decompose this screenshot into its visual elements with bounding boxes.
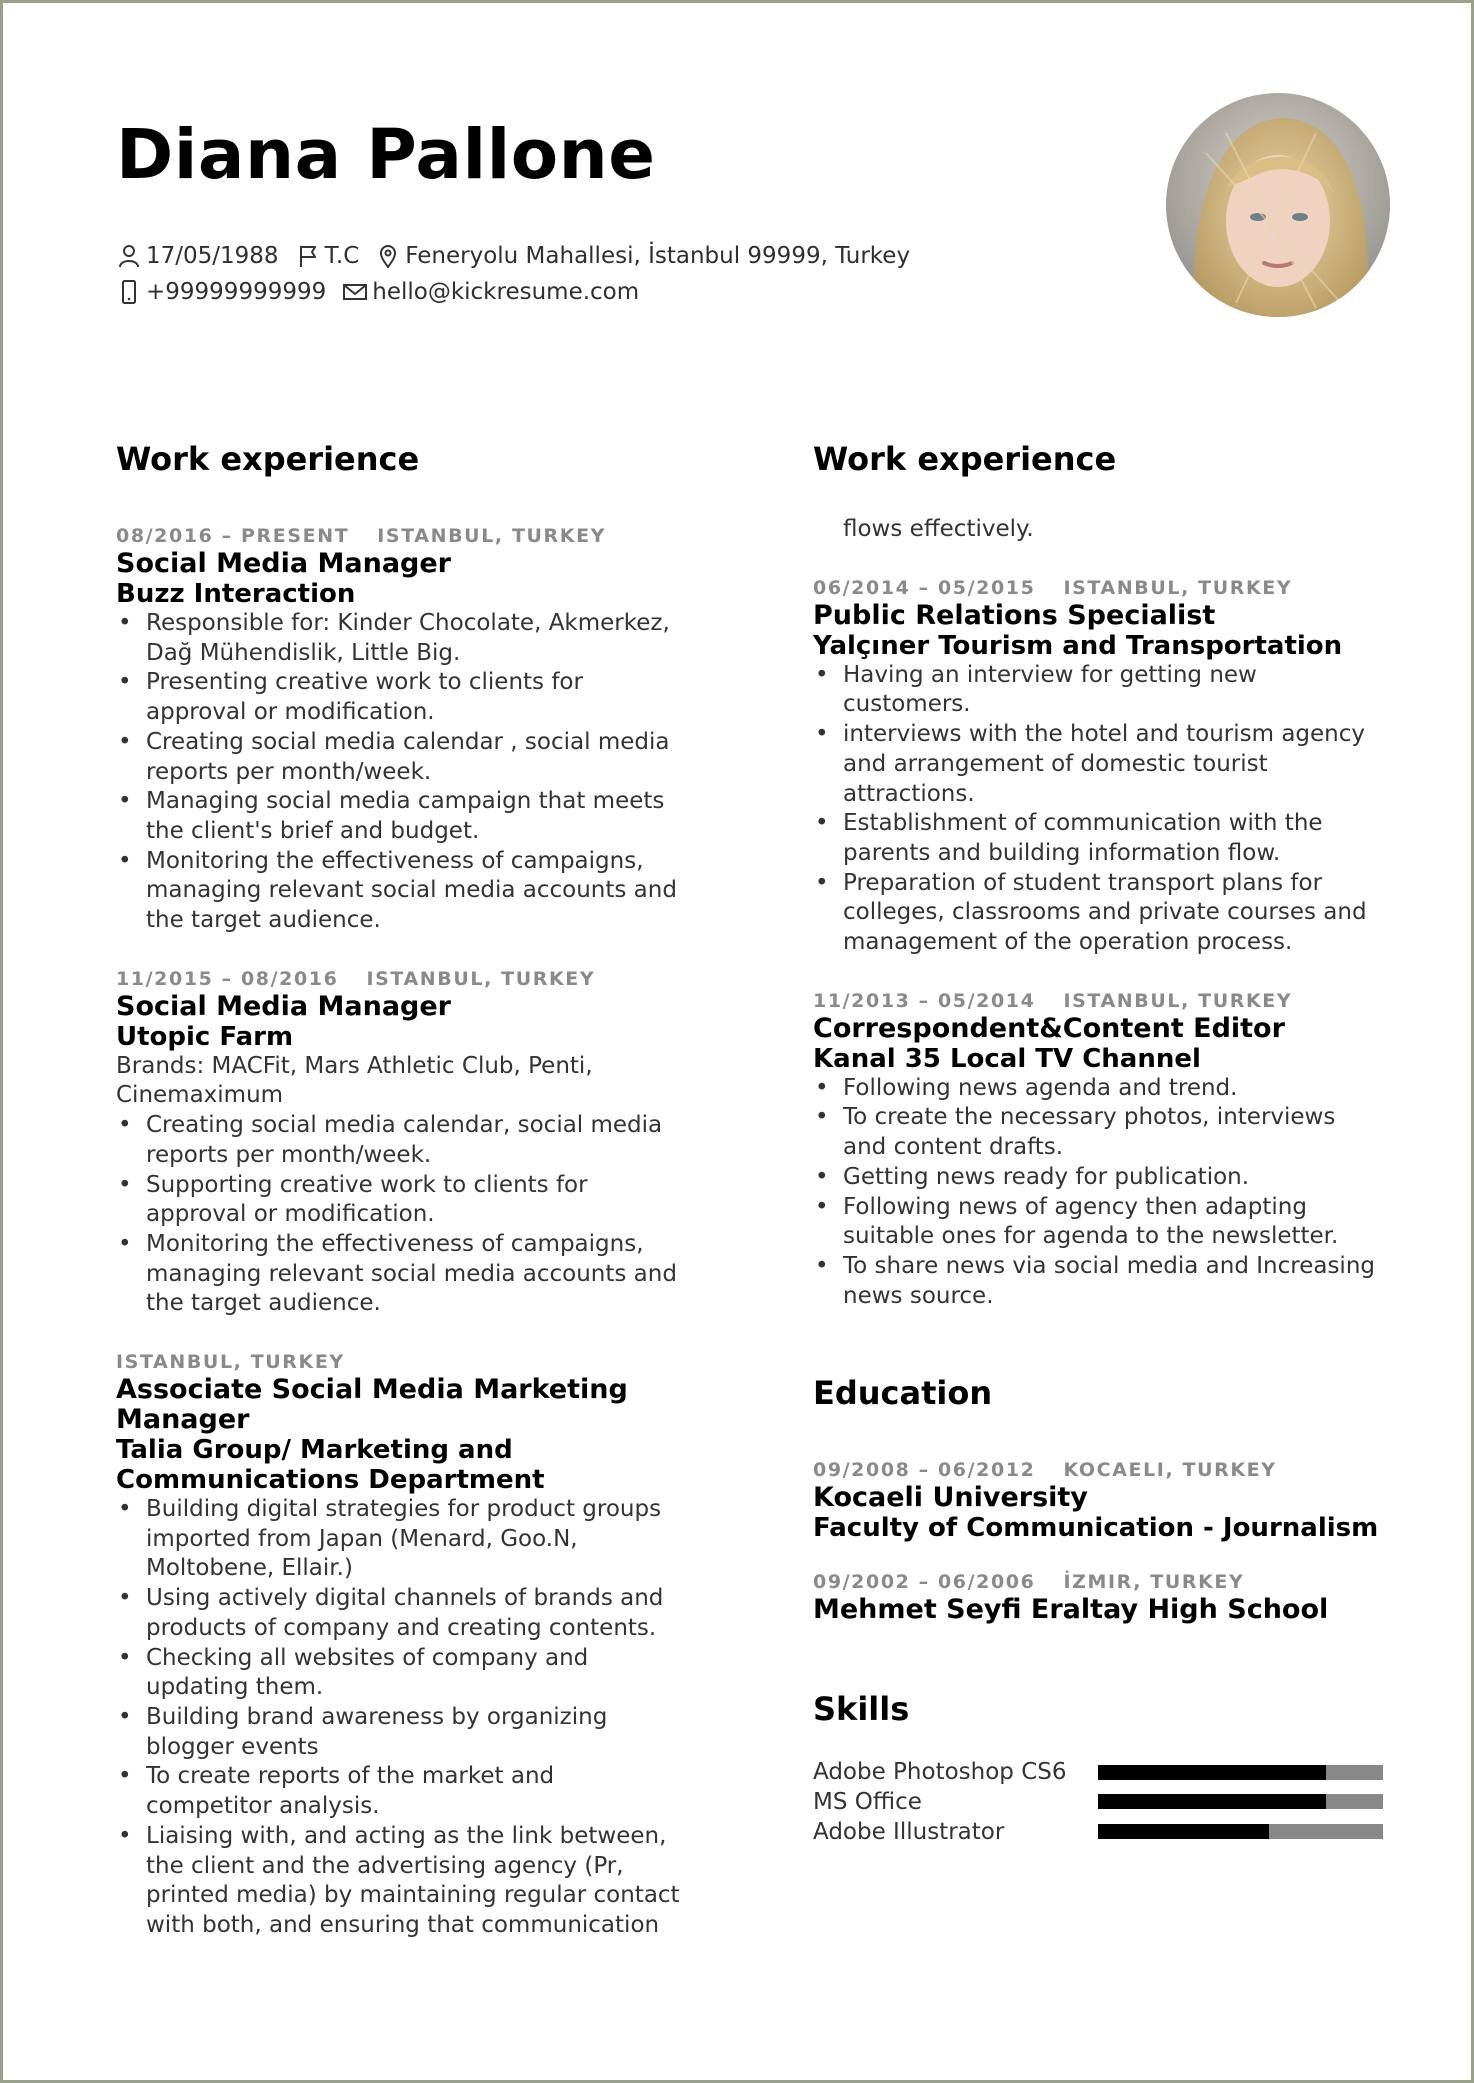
job-bullets <box>813 661 1383 958</box>
education-entry <box>813 1569 1383 1625</box>
skills-list <box>813 1757 1383 1846</box>
continued-bullet-text: flows effectively. <box>843 516 1034 542</box>
skill-level-bar <box>1098 1765 1383 1780</box>
list-item: • Following news of agency then adapting suitable ones for agenda to the newsletter. <box>813 1193 1383 1252</box>
contact-line-1 <box>116 243 910 269</box>
education-meta <box>813 1569 1383 1595</box>
job-title: Public Relations Specialist <box>813 599 1216 631</box>
list-item: • Presenting creative work to clients for approval or modification. <box>116 668 686 727</box>
skill-name: Adobe Photoshop CS6 <box>813 1759 1067 1786</box>
list-item: • Having an interview for getting new customers. <box>813 661 1383 720</box>
skill-level-fill <box>1098 1794 1326 1809</box>
job-location: ISTANBUL, TURKEY <box>366 967 596 990</box>
phone: +99999999999 <box>146 279 327 305</box>
job-entry <box>813 988 1383 1312</box>
section-title-skills: Skills <box>813 1690 910 1729</box>
job-company: Buzz Interaction <box>116 579 356 609</box>
job-entry <box>116 966 686 1319</box>
job-company: Utopic Farm <box>116 1021 294 1052</box>
job-dates: 11/2015 – 08/2016 <box>116 967 339 990</box>
skill-name: Adobe Illustrator <box>813 1818 1005 1845</box>
education-dates: 09/2008 – 06/2012 <box>813 1459 1036 1482</box>
list-item: • Using actively digital channels of brands and products of company and creating contents. <box>116 1584 686 1643</box>
school-name: Mehmet Seyfi Eraltay High School <box>813 1594 1329 1626</box>
address: Feneryolu Mahallesi, İstanbul 99999, Turkey <box>405 243 911 269</box>
list-item: • Monitoring the effectiveness of campaigns, managing relevant social media accounts and the target audience. <box>116 847 686 936</box>
list-item: • To create reports of the market and competitor analysis. <box>116 1762 686 1821</box>
job-intro: Brands: MACFit, Mars Athletic Club, Penti, Cinemaximum <box>116 1052 593 1109</box>
education-meta <box>813 1457 1383 1483</box>
job-meta <box>116 523 686 549</box>
job-bullets <box>116 1495 686 1941</box>
list-item: • To create the necessary photos, interviews and content drafts. <box>813 1103 1383 1162</box>
location-pin-icon <box>375 243 401 269</box>
skill-level-fill <box>1098 1824 1269 1839</box>
skill-row <box>813 1817 1383 1847</box>
job-location: ISTANBUL, TURKEY <box>377 525 607 547</box>
job-location: ISTANBUL, TURKEY <box>1063 989 1293 1012</box>
list-item: • Establishment of communication with the parents and building information flow. <box>813 809 1383 868</box>
skill-row <box>813 1757 1383 1787</box>
job-title: Social Media Manager <box>116 990 451 1022</box>
contact-line-2 <box>116 279 639 305</box>
job-company: Kanal 35 Local TV Channel <box>813 1043 1201 1074</box>
education-dates: 09/2002 – 06/2006 <box>813 1571 1036 1594</box>
profile-photo <box>1166 93 1390 317</box>
job-company: Yalçıner Tourism and Transportation <box>813 630 1343 661</box>
job-company: Talia Group/ Marketing and Communications Department <box>116 1435 545 1496</box>
skill-level-bar <box>1098 1824 1383 1839</box>
education-entry <box>813 1457 1383 1543</box>
job-meta <box>116 1349 686 1375</box>
job-bullets <box>813 1074 1383 1312</box>
job-entry <box>116 523 686 936</box>
job-meta <box>813 988 1383 1014</box>
job-dates: 06/2014 – 05/2015 <box>813 576 1036 599</box>
nationality: T.C <box>324 243 360 269</box>
section-title-work-experience-continued: Work experience <box>813 440 1117 478</box>
list-item: • Creating social media calendar, social media reports per month/week. <box>116 1111 686 1170</box>
education-location: KOCAELI, TURKEY <box>1063 1459 1277 1482</box>
right-column <box>813 440 1383 1846</box>
birthdate: 17/05/1988 <box>146 243 279 269</box>
job-dates: 08/2016 – PRESENT <box>116 525 350 547</box>
list-item: • To share news via social media and Increasing news source. <box>813 1252 1383 1311</box>
phone-icon <box>116 279 142 305</box>
job-entry <box>813 575 1383 958</box>
skill-level-bar <box>1098 1794 1383 1809</box>
list-item: • interviews with the hotel and tourism agency and arrangement of domestic tourist attractions. <box>813 720 1383 809</box>
list-item: • Preparation of student transport plans for colleges, classrooms and private courses and management of the operation process. <box>813 869 1383 958</box>
skill-level-fill <box>1098 1765 1326 1780</box>
job-location: ISTANBUL, TURKEY <box>1063 576 1293 599</box>
section-title-work-experience: Work experience <box>116 440 420 478</box>
list-item: • Building brand awareness by organizing blogger events <box>116 1703 686 1762</box>
list-item: • Managing social media campaign that meets the client's brief and budget. <box>116 787 686 846</box>
candidate-name: Diana Pallone <box>116 115 656 195</box>
job-title: Social Media Manager <box>116 548 451 579</box>
school-name: Kocaeli University <box>813 1482 1088 1514</box>
job-title: Correspondent&Content Editor <box>813 1012 1285 1044</box>
job-entry <box>116 1349 686 1941</box>
job-location: ISTANBUL, TURKEY <box>116 1351 345 1374</box>
skill-row <box>813 1787 1383 1817</box>
list-item: • Following news agenda and trend. <box>813 1074 1383 1104</box>
job-meta <box>813 575 1383 601</box>
list-item: • Checking all websites of company and updating them. <box>116 1644 686 1703</box>
list-item: • Creating social media calendar , social media reports per month/week. <box>116 728 686 787</box>
skill-name: MS Office <box>813 1788 922 1815</box>
list-item: • Liaising with, and acting as the link between, the client and the advertising agency (Pr, printed media) by maintaining regular contact with both, and ensuring that communication <box>116 1822 686 1941</box>
job-bullets <box>116 1111 686 1319</box>
list-item: • Building digital strategies for product groups imported from Japan (Menard, Goo.N, Moltobene, Ellair.) <box>116 1495 686 1584</box>
faculty-name: Faculty of Communication - Journalism <box>813 1513 1379 1544</box>
job-title: Associate Social Media Marketing Manager <box>116 1374 628 1436</box>
education-location: İZMIR, TURKEY <box>1063 1571 1245 1594</box>
list-item: • Getting news ready for publication. <box>813 1163 1383 1193</box>
section-title-education: Education <box>813 1374 993 1413</box>
list-item: • Monitoring the effectiveness of campaigns, managing relevant social media accounts and the target audience. <box>116 1230 686 1319</box>
list-item: • Responsible for: Kinder Chocolate, Akmerkez, Dağ Mühendislik, Little Big. <box>116 609 686 668</box>
email: hello@kickresume.com <box>372 279 640 305</box>
email-icon <box>342 279 368 305</box>
job-bullets <box>116 609 686 936</box>
flag-icon <box>295 243 321 269</box>
job-meta <box>116 966 686 992</box>
left-column <box>116 440 686 1971</box>
resume-page <box>3 3 1471 2080</box>
person-icon <box>116 243 142 269</box>
job-dates: 11/2013 – 05/2014 <box>813 989 1036 1012</box>
list-item: • Supporting creative work to clients for approval or modification. <box>116 1171 686 1230</box>
